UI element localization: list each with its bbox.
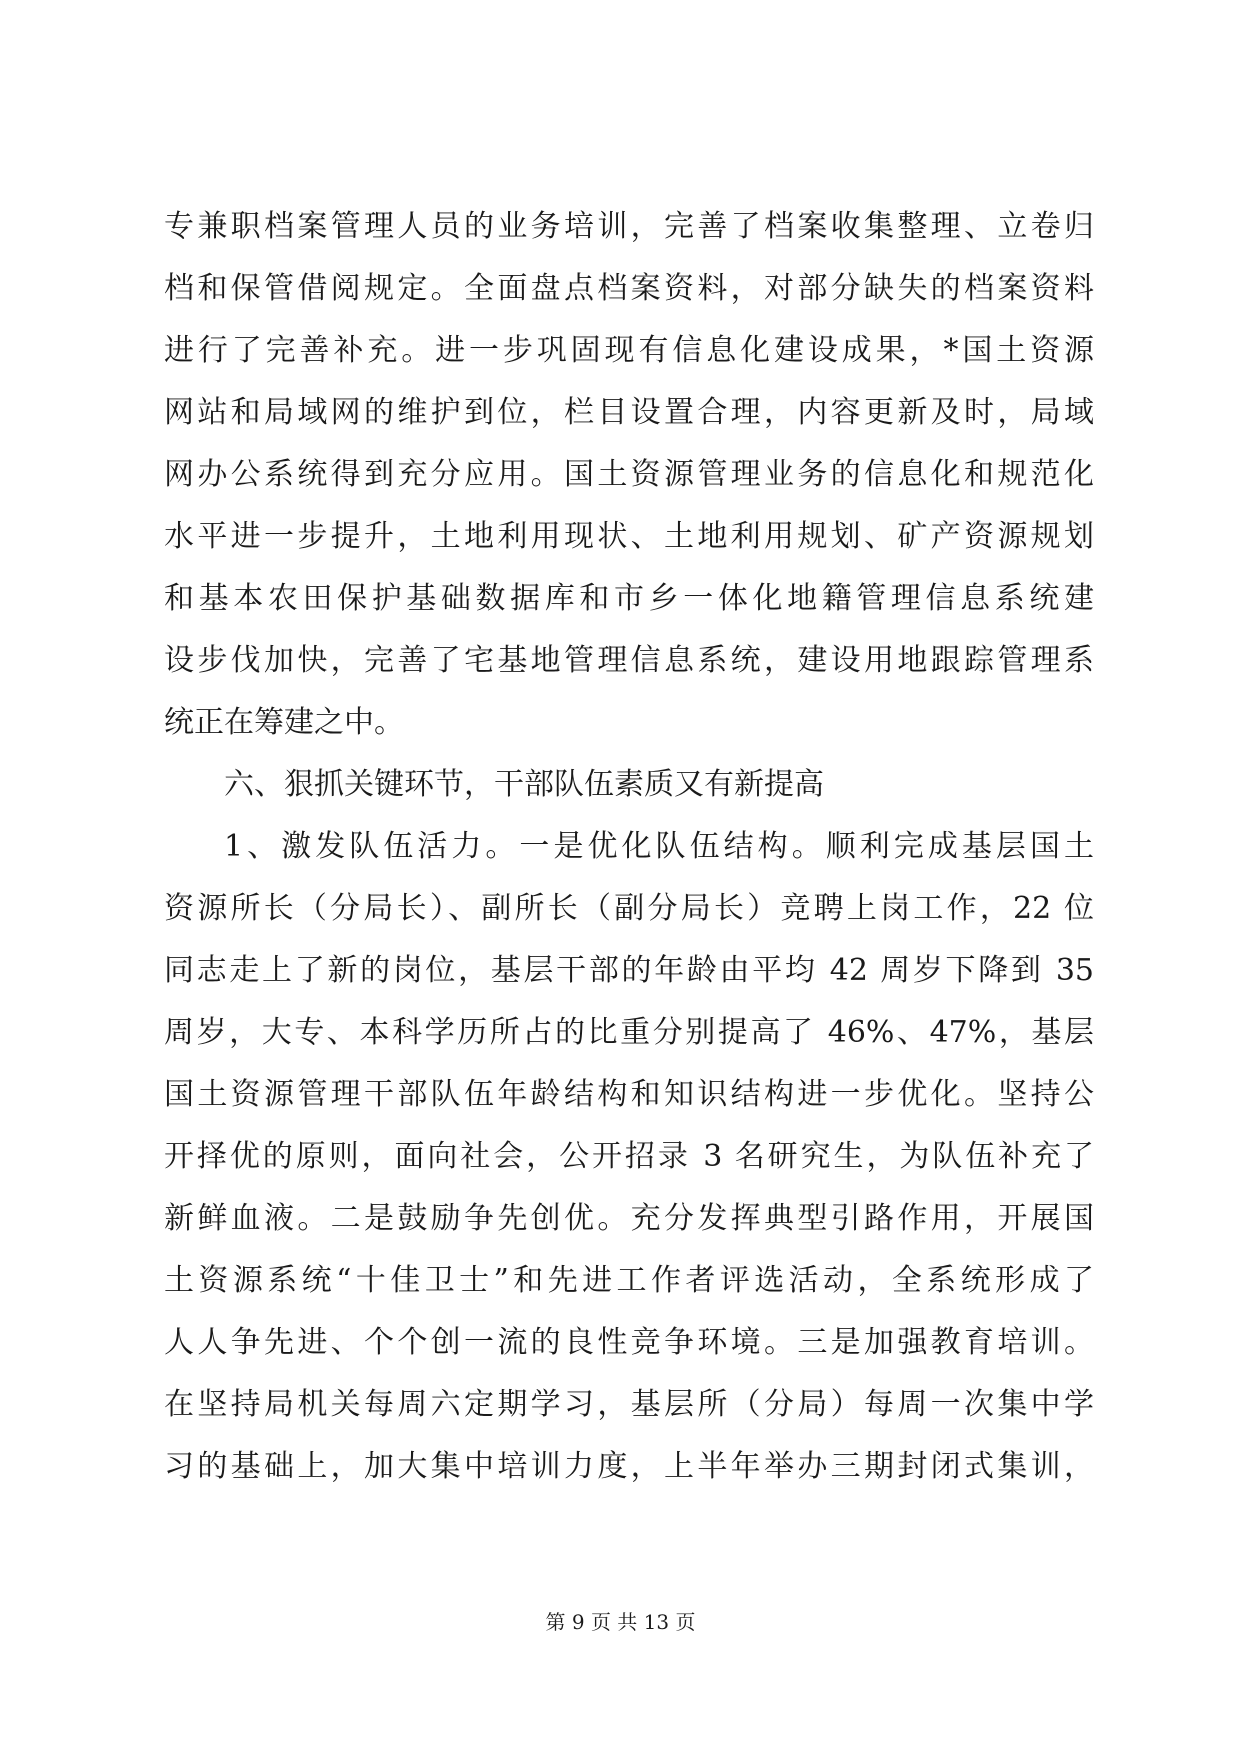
text-line: 专兼职档案管理人员的业务培训，完善了档案收集整理、立卷归	[164, 209, 1094, 244]
text-line: 档和保管借阅规定。全面盘点档案资料，对部分缺失的档案资料	[164, 271, 1094, 306]
text-line: 进行了完善补充。进一步巩固现有信息化建设成果，*国土资源	[164, 333, 1094, 368]
text-line: 土资源系统“十佳卫士”和先进工作者评选活动，全系统形成了	[164, 1263, 1094, 1298]
text-line: 习的基础上，加大集中培训力度，上半年举办三期封闭式集训，	[164, 1449, 1094, 1484]
text-line: 设步伐加快，完善了宅基地管理信息系统，建设用地跟踪管理系	[164, 643, 1094, 678]
text-line: 在坚持局机关每周六定期学习，基层所（分局）每周一次集中学	[164, 1387, 1094, 1422]
text-line: 网站和局域网的维护到位，栏目设置合理，内容更新及时，局域	[164, 395, 1094, 430]
text-line: 资源所长（分局长）、副所长（副分局长）竞聘上岗工作，22 位	[164, 891, 1094, 926]
text-line: 水平进一步提升，土地利用现状、土地利用规划、矿产资源规划	[164, 519, 1094, 554]
text-line: 周岁，大专、本科学历所占的比重分别提高了 46%、47%，基层	[164, 1015, 1094, 1050]
document-body	[164, 196, 1094, 1498]
section-heading: 六、狠抓关键环节，干部队伍素质又有新提高	[224, 767, 824, 802]
page-footer: 第 9 页 共 13 页	[545, 1610, 696, 1634]
text-line: 人人争先进、个个创一流的良性竞争环境。三是加强教育培训。	[164, 1325, 1094, 1360]
text-line: 统正在筹建之中。	[164, 705, 404, 740]
text-line: 1、激发队伍活力。一是优化队伍结构。顺利完成基层国土	[224, 829, 1094, 864]
text-line: 同志走上了新的岗位，基层干部的年龄由平均 42 周岁下降到 35	[164, 953, 1094, 988]
text-line: 国土资源管理干部队伍年龄结构和知识结构进一步优化。坚持公	[164, 1077, 1094, 1112]
text-line: 和基本农田保护基础数据库和市乡一体化地籍管理信息系统建	[164, 581, 1094, 616]
text-line: 网办公系统得到充分应用。国土资源管理业务的信息化和规范化	[164, 457, 1094, 492]
text-line: 开择优的原则，面向社会，公开招录 3 名研究生，为队伍补充了	[164, 1139, 1094, 1174]
text-line: 新鲜血液。二是鼓励争先创优。充分发挥典型引路作用，开展国	[164, 1201, 1094, 1236]
